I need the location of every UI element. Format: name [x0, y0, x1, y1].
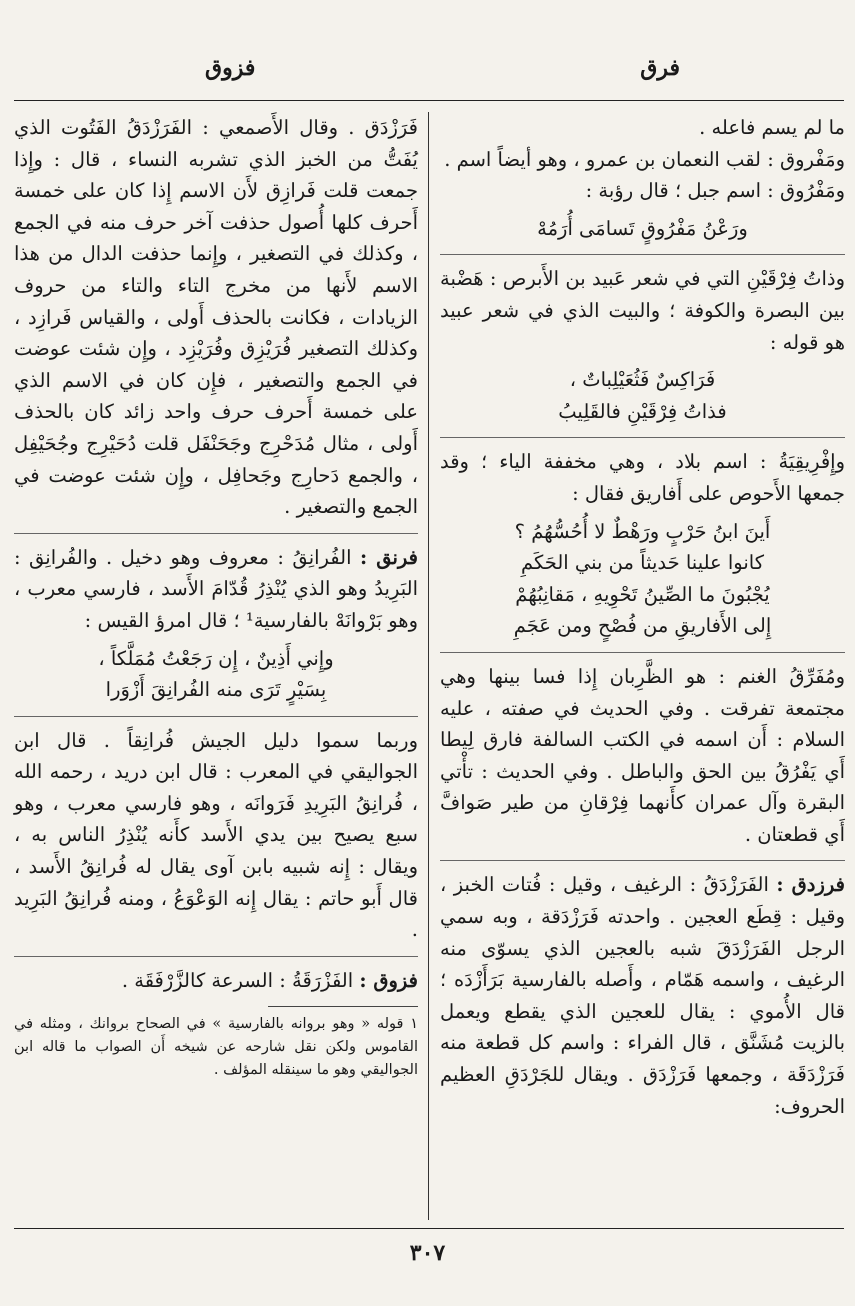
verse-line: فذاتُ فِرْقَيْنِ فالقَلِيبُ [558, 399, 727, 423]
entry-headword: فرنق : [359, 545, 418, 569]
page-number: ٣٠٧ [409, 1240, 446, 1266]
verse-separator [440, 437, 845, 438]
footnote-rule [268, 1006, 418, 1007]
paragraph: ومَفْروق : لقب النعمان بن عمرو ، وهو أيضاً اسم . [444, 147, 845, 171]
verse-line: بِسَيْرٍ تَرَى منه الفُرانِقَ أَزْوَرا [105, 678, 327, 702]
verse [14, 643, 418, 706]
verse-separator [440, 652, 845, 653]
entry-separator [14, 956, 418, 957]
dictionary-entry [14, 542, 418, 637]
verse-line: ورَعْنُ مَفْرُوقٍ تَسامَى أُرَمُهْ [537, 216, 748, 240]
left-column [14, 112, 418, 1082]
verse-separator [440, 254, 845, 255]
right-column [440, 112, 845, 1122]
verse-line: إِلى الأَفاريقِ من فُصْحٍ ومن عَجَمِ [513, 614, 772, 638]
paragraph: وربما سموا دليل الجيش فُرانِقاً . قال ابن الجواليقي في المعرب : قال ابن دريد ، رحمه الله ، فُرانِقُ البَرِيدِ فَرَوانَه ، وهو فارسي معرب ، وهو سبع يصيح بين يدي الأَسد كأَنه يُنْذِرُ الناس به ، ويقال : إِنه شبيه بابن آوى يقال له فُرانِقُ الأَسد ، قال أَبو حاتم : يقال إِنه الوَعْوَعُ ، ومنه فُرانِقُ البَرِيد . [14, 728, 418, 942]
dictionary-entry [14, 965, 418, 997]
paragraph: وإِفْرِيقِيَةُ : اسم بلاد ، وهي مخففة الياء ؛ وقد جمعها الأَحوص على أَفاريق فقال : [440, 450, 845, 505]
paragraph: ومَفْرُوق : اسم جبل ؛ قال رؤبة : [585, 179, 845, 203]
running-head-left: فزوق [205, 55, 256, 81]
entry-text: الفَزْرَقَةُ : السرعة كالزَّرْفَقَة . [121, 968, 360, 992]
entry-separator [14, 533, 418, 534]
entry-separator [440, 860, 845, 861]
footnote: ١ قوله « وهو بروانه بالفارسية » في الصحاح بروانك ، ومثله في القاموس ولكن نقل شارحه عن شيخه أَن الصواب ما قاله ابن الجواليقي وهو ما سينقله المؤلف . [14, 1016, 418, 1079]
entry-headword: فزوق : [359, 968, 418, 992]
entry-headword: فرزدق : [776, 873, 845, 897]
entry-text: الفَرَزْدَقُ : الرغيف ، وقيل : فُتات الخبز ، وقيل : قِطَع العجين . واحدته فَرَزْدَقة ، وبه سمي الرجل الفَرَزْدَقَ شبه بالعجين الذي يسوّى منه الرغيف ، واسمه هَمّام ، وأَصله بالفارسية بَرَأَزْدَه ؛ قال الأُموي : يقال للعجين الذي يقطع ويعمل بالزيت مُشَنَّق ، قال الفراء : واسم كل قطعة منه فَرَزْدَقَة ، وجمعها فَرَزْدَق . ويقال للجَرْدَقِ العظيم الحروف: [440, 873, 845, 1118]
paragraph: وذاتُ فِرْقَيْنِ التي في شعر عَبيد بن الأَبرص : هَضْبة بين البصرة والكوفة ؛ والبيت الذي في شعر عبيد هو قوله : [440, 267, 845, 354]
paragraph: فَرَزْدَق . وقال الأَصمعي : الفَرَزْدَقُ الفَتُوت الذي يُفَتُّ من الخبز الذي تشربه النساء ، قال : وإِذا جمعت قلت فَرازِق لأَن الاسم إِذا كان على خمسة أَحرف كلها أُصول حذفت آخر حرف منه في الجمع ، وكذلك في التصغير ، وإِنما حذفت الدال من هذا الاسم لأَنها من مخرج التاء والتاء من حروف الزيادات ، فكانت بالحذف أَولى ، والقياس فَرازِد ، وكذلك التصغير فُرَيْزِق وفُرَيْزِد ، وإِن شئت عوضت في الجمع والتصغير ، فإِن كان في الاسم الذي على خمسة أَحرف حرف واحد زائد كان بالحذف أَولى ، مثال مُدَحْرِج وجَحَنْفَل قلت دُحَيْرِج وجُحَيْفِل ، والجمع دَحارِج وجَحافِل ، وإِن شئت عوضت في الجمع والتصغير . [14, 116, 418, 519]
paragraph: ما لم يسم فاعله . [699, 116, 845, 139]
dictionary-entry [440, 869, 845, 1122]
verse [440, 213, 845, 245]
verse-separator [14, 716, 418, 717]
column-divider [428, 112, 429, 1220]
verse-line: فَرَاكِسٌ فَثُعَيْلِباتٌ ، [569, 368, 716, 392]
verse-line: يُجْبُونَ ما الصِّينُ تَحْوِيهِ ، مَقانِبُهُمْ [515, 582, 770, 606]
verse [440, 516, 845, 642]
verse-line: أَينَ ابنُ حَرْبٍ ورَهْطٌ لا أُحُسُّهُمُ ؟ [514, 519, 771, 543]
verse-line: وإِني أَذِينٌ ، إِن رَجَعْتُ مُمَلَّكاً ، [98, 646, 334, 670]
entry-text: الفُرانِقُ : معروف وهو دخيل . والفُرانِق : البَرِيدُ وهو الذي يُنْذِرُ قُدّامَ الأَسد ، فارسي معرب ، وهو بَرْوانَهْ بالفارسية¹ ؛ قال امرؤ القيس : [14, 545, 418, 632]
paragraph: ومُفَرِّقُ الغنم : هو الظَّرِبان إِذا فسا بينها وهي مجتمعة تفرقت . وفي الحديث في صفته ، عليه السلام : أَن اسمه في الكتب السالفة فارق لِيطا أَي يَفْرُقُ بين الحق والباطل . وفي الحديث : تأْتي البقرة وآل عمران كأَنهما فِرْقانِ من طير صَوافَّ أَي قطعتان . [440, 664, 845, 846]
running-head-right: فرق [640, 55, 680, 81]
header-rule [14, 100, 844, 101]
verse-line: كانوا علينا حَديثاً من بني الحَكَمِ [520, 551, 765, 575]
footer-rule [14, 1228, 844, 1229]
verse [440, 364, 845, 427]
page-header [0, 55, 855, 91]
